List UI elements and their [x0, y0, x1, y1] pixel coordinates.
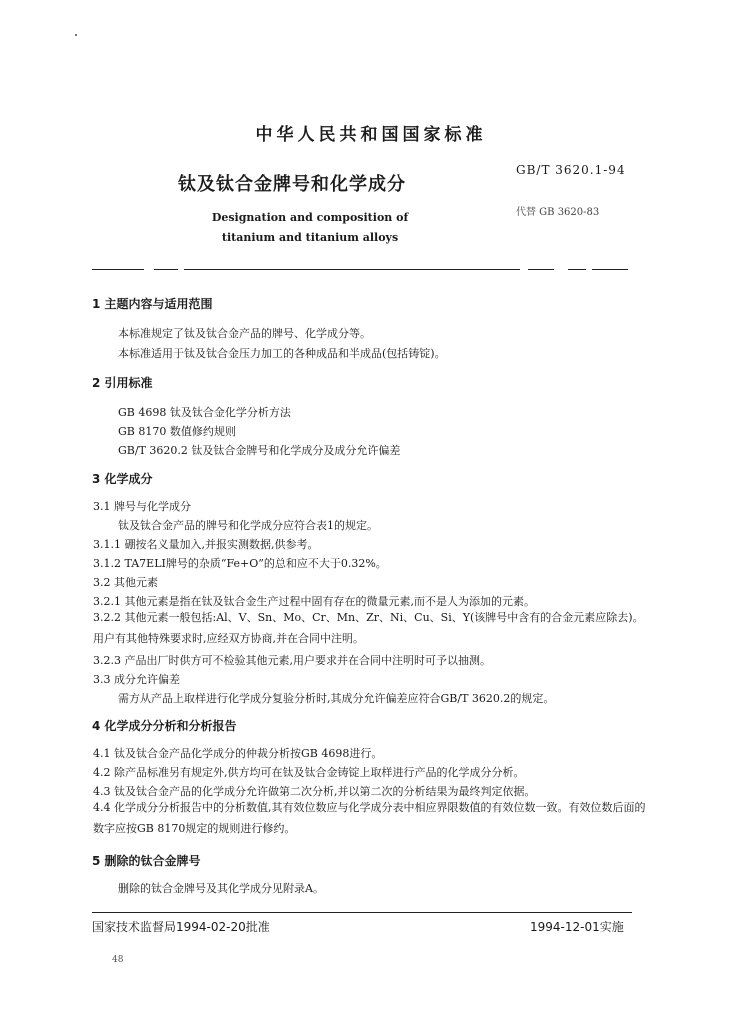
reference-gb-8170: GB 8170 数值修约规则 — [118, 425, 236, 438]
clause-4-1: 4.1 钛及钛合金产品化学成分的仲裁分析按GB 4698进行。 — [93, 747, 383, 760]
clause-3-1-text: 钛及钛合金产品的牌号和化学成分应符合表1的规定。 — [118, 519, 378, 532]
footer-divider — [92, 912, 632, 913]
replaces-standard: 代替 GB 3620-83 — [516, 207, 600, 218]
approval-date: 国家技术监督局1994-02-20批准 — [92, 920, 270, 934]
section-4-heading: 4 化学成分分析和分析报告 — [92, 719, 237, 733]
section-2-heading: 2 引用标准 — [92, 376, 153, 390]
clause-3-2-1: 3.2.1 其他元素是指在钛及钛合金生产过程中固有存在的微量元素,而不是人为添加的元素。 — [93, 595, 535, 608]
section-1-heading: 1 主题内容与适用范围 — [92, 297, 213, 311]
national-standard-heading: 中华人民共和国国家标准 — [255, 125, 487, 145]
page-number: 48 — [112, 955, 124, 965]
section-5-text: 删除的钛合金牌号及其化学成分见附录A。 — [118, 882, 324, 895]
section-5-heading: 5 删除的钛合金牌号 — [92, 854, 201, 868]
standard-number: GB/T 3620.1-94 — [516, 163, 626, 177]
reference-gbt-3620-2: GB/T 3620.2 钛及钛合金牌号和化学成分及成分允许偏差 — [118, 444, 401, 457]
section-3-heading: 3 化学成分 — [92, 472, 153, 486]
clause-4-4: 4.4 化学成分分析报告中的分析数值,其有效位数应与化学成分表中相应界限数值的有效位数一致。有效位数后面的数字应按GB 8170规定的规则进行修约。 — [93, 801, 646, 835]
implementation-date: 1994-12-01实施 — [530, 920, 624, 934]
clause-3-2-2: 3.2.2 其他元素一般包括:Al、V、Sn、Mo、Cr、Mn、Zr、Ni、Cu、Si、Y(该牌号中含有的合金元素应除去)。用户有其他特殊要求时,应经双方协商,并在合同中注明。 — [93, 611, 644, 645]
clause-3-2-heading: 3.2 其他元素 — [93, 576, 158, 589]
section-1-paragraph-1: 本标准规定了钛及钛合金产品的牌号、化学成分等。 — [118, 327, 371, 340]
title-en-line-2: titanium and titanium alloys — [221, 231, 399, 244]
scan-speck — [75, 34, 77, 36]
clause-3-1-1: 3.1.1 硼按名义量加入,并报实测数据,供参考。 — [93, 538, 319, 551]
document-title-cn: 钛及钛合金牌号和化学成分 — [178, 174, 406, 195]
reference-gb-4698: GB 4698 钛及钛合金化学分析方法 — [118, 406, 291, 419]
clause-4-3: 4.3 钛及钛合金产品的化学成分允许做第二次分析,并以第二次的分析结果为最终判定依据。 — [93, 785, 536, 798]
header-divider — [92, 269, 628, 270]
clause-3-1-2: 3.1.2 TA7ELI牌号的杂质“Fe+O”的总和应不大于0.32%。 — [93, 557, 387, 570]
clause-3-2-3: 3.2.3 产品出厂时供方可不检验其他元素,用户要求并在合同中注明时可予以抽测。 — [93, 654, 491, 667]
clause-3-3-text: 需方从产品上取样进行化学成分复验分析时,其成分允许偏差应符合GB/T 3620.2的规定。 — [118, 692, 555, 705]
document-title-en — [190, 208, 430, 248]
clause-3-3-heading: 3.3 成分允许偏差 — [93, 673, 180, 686]
clause-3-1-heading: 3.1 牌号与化学成分 — [93, 500, 191, 513]
section-1-paragraph-2: 本标准适用于钛及钛合金压力加工的各种成品和半成品(包括铸锭)。 — [118, 347, 446, 360]
clause-4-2: 4.2 除产品标准另有规定外,供方均可在钛及钛合金铸锭上取样进行产品的化学成分分析。 — [93, 766, 525, 779]
title-en-line-1: Designation and composition of — [211, 211, 409, 224]
